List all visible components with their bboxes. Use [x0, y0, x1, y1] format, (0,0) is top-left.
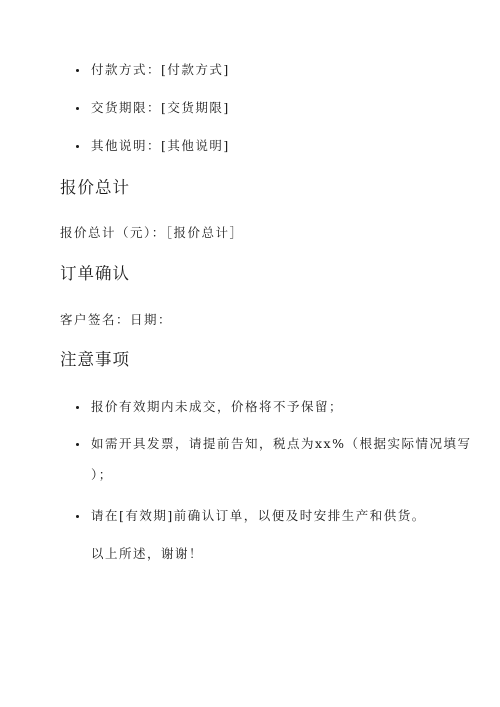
- total-line: 报价总计（元）：［报价总计］: [60, 225, 244, 240]
- note-confirm-text: 请在[有效期]前确认订单，以便及时安排生产和供货。: [91, 508, 426, 523]
- notes-heading: 注意事项: [60, 350, 130, 369]
- note-validity-text: 报价有效期内未成交，价格将不予保留；: [91, 399, 344, 414]
- payment-terms-text: 付款方式：[付款方式]: [91, 62, 230, 77]
- total-heading: 报价总计: [60, 178, 130, 197]
- bullet-icon: [76, 107, 79, 110]
- bullet-icon: [76, 69, 79, 72]
- note-invoice-continuation: ）；: [91, 467, 113, 482]
- other-notes-text: 其他说明：[其他说明]: [91, 138, 230, 153]
- bullet-icon: [76, 443, 79, 446]
- note-invoice-text: 如需开具发票，请提前告知，税点为xx%（根据实际情况填写: [91, 436, 472, 451]
- bullet-icon: [76, 515, 79, 518]
- bullet-icon: [76, 145, 79, 148]
- closing-line: 以上所述，谢谢！: [91, 546, 204, 561]
- confirm-heading: 订单确认: [60, 264, 130, 283]
- delivery-terms-text: 交货期限：[交货期限]: [91, 100, 230, 115]
- bullet-icon: [76, 406, 79, 409]
- confirm-line: 客户签名：日期：: [60, 312, 173, 327]
